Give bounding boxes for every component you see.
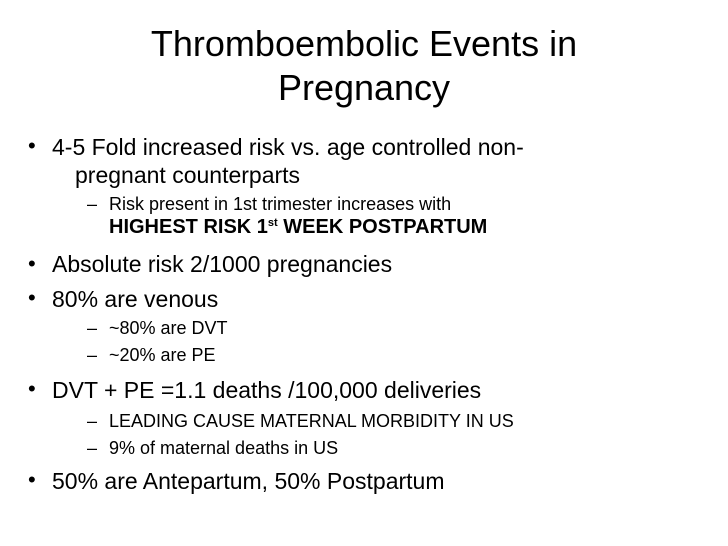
emphasis-text-a: HIGHEST RISK 1 <box>109 216 268 238</box>
bullet-2: Absolute risk 2/1000 pregnancies <box>52 251 393 277</box>
bullet-4-sub-1: LEADING CAUSE MATERNAL MORBIDITY IN US <box>109 411 514 431</box>
bullet-4: DVT + PE =1.1 deaths /100,000 deliveries <box>52 377 482 403</box>
bullet-marker: • <box>28 285 36 310</box>
title-line-2: Pregnancy <box>277 67 451 108</box>
bullet-3-sub-1: ~80% are DVT <box>109 318 228 338</box>
bullet-marker: • <box>28 251 36 276</box>
bullet-3-sub-2: ~20% are PE <box>109 345 216 365</box>
dash-marker: – <box>87 345 98 365</box>
emphasis-text-b: WEEK POSTPARTUM <box>277 216 488 238</box>
bullet-3: 80% are venous <box>52 286 219 312</box>
bullet-4-sub-2: 9% of maternal deaths in US <box>109 438 339 458</box>
bullet-marker: • <box>28 376 36 401</box>
bullet-marker: • <box>28 133 36 158</box>
title-line-1: Thromboembolic Events in <box>150 23 578 64</box>
bullet-1-line-1: 4-5 Fold increased risk vs. age controlled non- <box>52 134 524 160</box>
bullet-1-sub-1-emphasis <box>109 216 487 239</box>
ordinal-superscript: st <box>267 217 278 229</box>
bullet-1-line-2: pregnant counterparts <box>75 162 301 188</box>
bullet-5: 50% are Antepartum, 50% Postpartum <box>52 468 445 494</box>
dash-marker: – <box>87 438 98 458</box>
dash-marker: – <box>87 194 98 214</box>
bullet-1-sub-1-line-1: Risk present in 1st trimester increases with <box>109 194 452 214</box>
dash-marker: – <box>87 318 98 338</box>
dash-marker: – <box>87 411 98 431</box>
bullet-marker: • <box>28 467 36 492</box>
